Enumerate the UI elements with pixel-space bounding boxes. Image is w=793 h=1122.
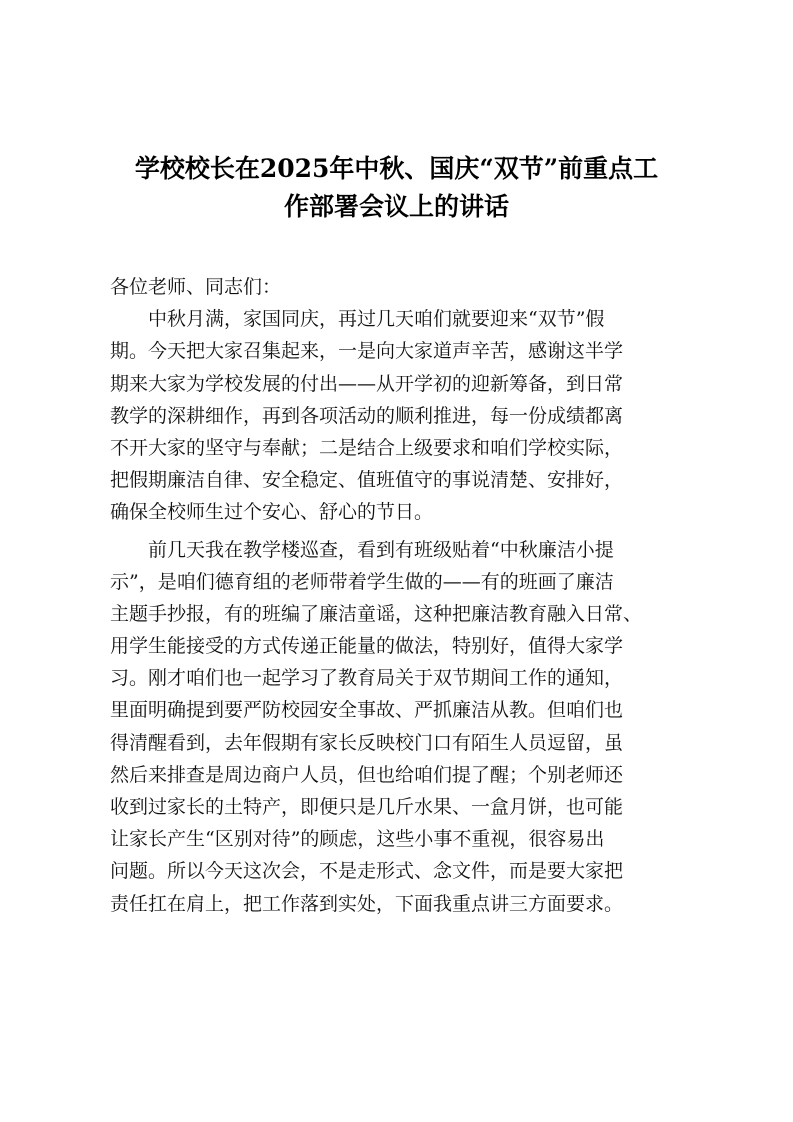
paragraph-2-line: 让家长产生“区别对待”的顾虑，这些小事不重视，很容易出 bbox=[110, 828, 605, 851]
paragraph-2-line: 得清醒看到，去年假期有家长反映校门口有陌生人员逗留，虽 bbox=[110, 731, 624, 754]
paragraph-1-line: 期来大家为学校发展的付出——从开学初的迎新筹备，到日常 bbox=[110, 372, 624, 395]
paragraph-2 bbox=[110, 534, 690, 920]
paragraph-2-line: 收到过家长的土特产，即便只是几斤水果、一盒月饼，也可能 bbox=[110, 796, 624, 818]
paragraph-2-line: 习。刚才咱们也一起学习了教育局关于双节期间工作的通知， bbox=[110, 667, 624, 690]
paragraph-2-line: 主题手抄报，有的班编了廉洁童谣，这种把廉洁教育融入日常、 bbox=[110, 602, 643, 625]
paragraph-1-line: 不开大家的坚守与奉献；二是结合上级要求和咱们学校实际， bbox=[110, 436, 624, 459]
document-body bbox=[110, 271, 690, 920]
paragraph-1 bbox=[110, 303, 690, 528]
paragraph-2-line: 前几天我在教学楼巡查，看到有班级贴着“中秋廉洁小提 bbox=[148, 538, 614, 561]
paragraph-1-line: 确保全校师生过个安心、舒心的节日。 bbox=[110, 501, 434, 524]
paragraph-2-line: 然后来排查是周边商户人员，但也给咱们提了醒；个别老师还 bbox=[110, 763, 624, 786]
paragraph-2-line: 示”，是咱们德育组的老师带着学生做的——有的班画了廉洁 bbox=[110, 570, 614, 593]
paragraph-1-line: 教学的深耕细作，再到各项活动的顺利推进，每一份成绩都离 bbox=[110, 404, 624, 427]
paragraph-1-line: 期。今天把大家召集起来，一是向大家道声辛苦，感谢这半学 bbox=[110, 340, 624, 363]
paragraph-2-line: 用学生能接受的方式传递正能量的做法，特别好，值得大家学 bbox=[110, 635, 624, 658]
title-line-2: 作部署会议上的讲话 bbox=[283, 192, 509, 221]
salutation: 各位老师、同志们： bbox=[110, 276, 282, 298]
paragraph-2-line: 问题。所以今天这次会，不是走形式、念文件，而是要大家把 bbox=[110, 860, 624, 883]
paragraph-1-line: 中秋月满，家国同庆，再过几天咱们就要迎来“双节”假 bbox=[148, 308, 605, 331]
title-line-1: 学校校长在2025年中秋、国庆“双节”前重点工 bbox=[134, 154, 659, 183]
paragraph-1-line: 把假期廉洁自律、安全稳定、值班值守的事说清楚、安排好， bbox=[110, 469, 624, 492]
document-title bbox=[100, 150, 693, 226]
paragraph-2-line: 责任扛在肩上，把工作落到实处，下面我重点讲三方面要求。 bbox=[110, 892, 624, 915]
paragraph-2-line: 里面明确提到要严防校园安全事故、严抓廉洁从教。但咱们也 bbox=[110, 699, 624, 722]
